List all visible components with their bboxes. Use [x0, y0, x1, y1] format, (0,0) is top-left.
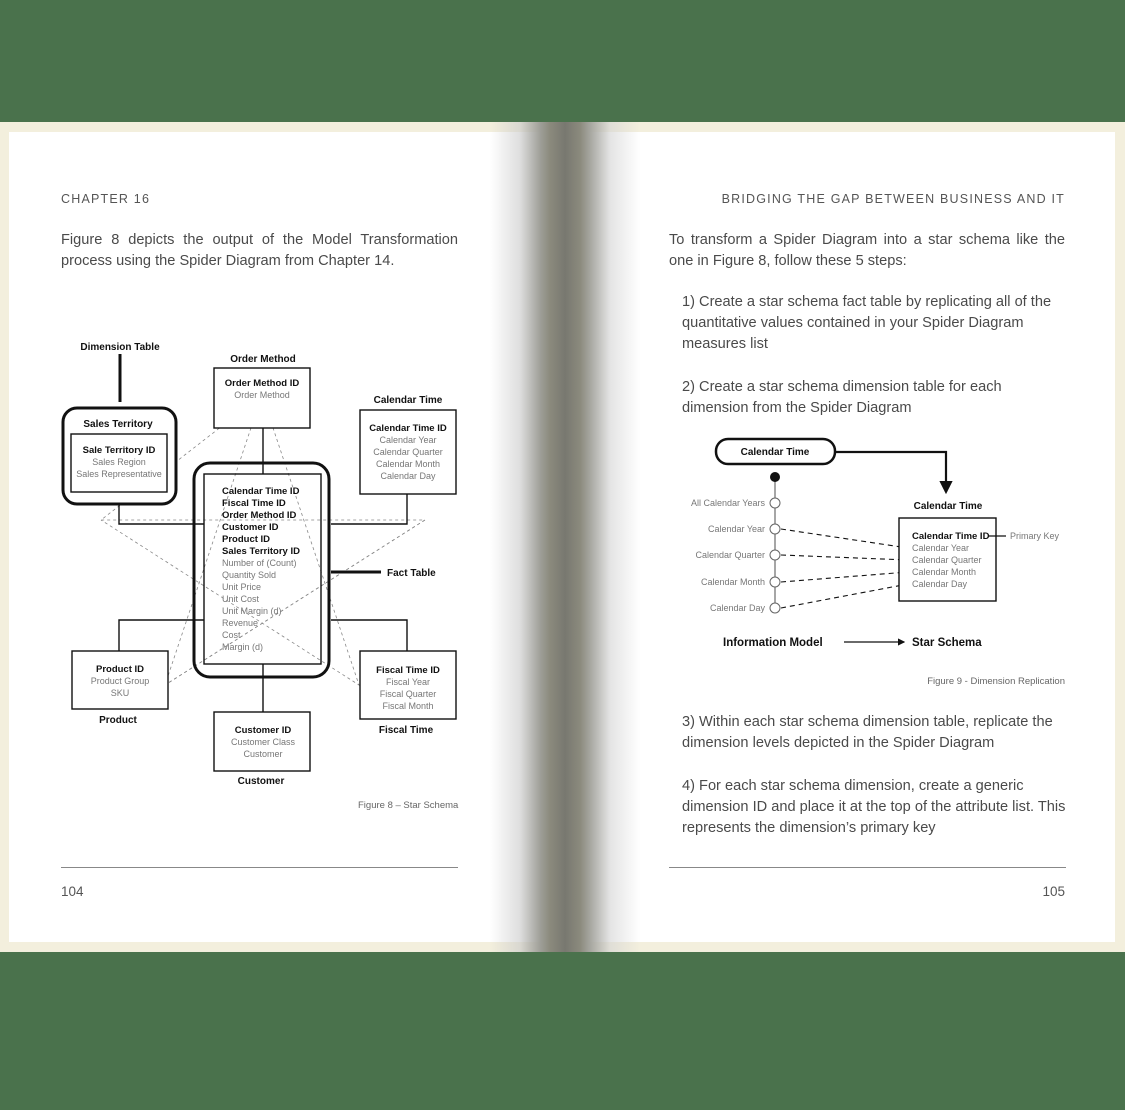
svg-text:Customer Class: Customer Class [230, 737, 296, 747]
svg-text:Calendar Month: Calendar Month [375, 459, 441, 469]
svg-text:Fiscal Month: Fiscal Month [382, 701, 434, 711]
svg-text:Calendar Quarter: Calendar Quarter [695, 550, 765, 560]
svg-text:Product: Product [99, 715, 137, 726]
figure-9-caption: Figure 9 - Dimension Replication [927, 676, 1065, 687]
svg-text:Primary Key: Primary Key [1010, 531, 1060, 541]
svg-text:Sales Representative: Sales Representative [76, 469, 162, 479]
svg-text:Customer ID: Customer ID [234, 725, 292, 736]
svg-text:Calendar Time ID: Calendar Time ID [369, 423, 447, 434]
svg-text:Unit Cost: Unit Cost [222, 594, 260, 604]
svg-text:All Calendar Years: All Calendar Years [690, 498, 765, 508]
svg-text:Sales Territory: Sales Territory [83, 419, 153, 430]
open-book [0, 122, 1125, 952]
svg-text:Calendar Quarter: Calendar Quarter [912, 555, 982, 565]
svg-text:Fiscal Time: Fiscal Time [378, 725, 434, 736]
svg-text:Cost: Cost [222, 630, 241, 640]
svg-text:Calendar Year: Calendar Year [379, 435, 437, 445]
svg-text:Order Method ID: Order Method ID [224, 378, 300, 389]
svg-text:Calendar Year: Calendar Year [707, 524, 765, 534]
step-2: 2) Create a star schema dimension table for each dimension from the Spider Diagram [682, 379, 1002, 416]
page-number: 105 [1042, 884, 1065, 899]
page-104 [9, 132, 549, 942]
intro-paragraph: To transform a Spider Diagram into a star schema like the one in Figure 8, follow these 5 steps: [669, 232, 1065, 269]
svg-text:Fiscal Quarter: Fiscal Quarter [379, 689, 437, 699]
svg-text:Order Method: Order Method [230, 354, 296, 365]
svg-text:Revenue: Revenue [222, 618, 259, 628]
svg-text:Sale Territory ID: Sale Territory ID [82, 445, 156, 456]
dimension-table-label: Dimension Table [80, 342, 160, 353]
svg-text:Calendar Time: Calendar Time [913, 501, 983, 512]
svg-text:Customer: Customer [237, 776, 285, 787]
svg-text:Order Method ID: Order Method ID [222, 510, 297, 521]
svg-text:Unit Price: Unit Price [222, 582, 262, 592]
footer-rule [669, 867, 1066, 868]
intro-paragraph: Figure 8 depicts the output of the Model Transformation process using the Spider Diagram from Chapter 14. [61, 232, 458, 269]
svg-text:Product Group: Product Group [90, 676, 150, 686]
step-1: 1) Create a star schema fact table by replicating all of the quantitative values contained in your Spider Diagram measures list [682, 294, 1052, 352]
svg-text:Customer: Customer [243, 749, 283, 759]
svg-text:Unit Margin (d): Unit Margin (d) [222, 606, 282, 616]
svg-text:Product ID: Product ID [95, 664, 145, 675]
book-title-heading: BRIDGING THE GAP BETWEEN BUSINESS AND IT [721, 192, 1065, 206]
page-number: 104 [61, 884, 84, 899]
svg-text:Calendar Time: Calendar Time [373, 395, 443, 406]
svg-text:Information Model: Information Model [723, 637, 823, 649]
svg-text:Order Method: Order Method [234, 390, 290, 400]
svg-text:Fiscal Year: Fiscal Year [385, 677, 431, 687]
footer-rule [61, 867, 458, 868]
svg-text:Calendar Time ID: Calendar Time ID [222, 486, 300, 497]
svg-text:Calendar Day: Calendar Day [380, 471, 436, 481]
svg-text:Calendar Year: Calendar Year [912, 543, 970, 553]
svg-text:Calendar Time: Calendar Time [740, 447, 810, 458]
page-105 [578, 132, 1115, 942]
svg-text:Number of (Count): Number of (Count) [222, 558, 297, 568]
chapter-heading: CHAPTER 16 [61, 192, 151, 206]
svg-text:Product ID: Product ID [222, 534, 271, 545]
svg-text:Quantity Sold: Quantity Sold [222, 570, 277, 580]
svg-text:Sales Territory ID: Sales Territory ID [222, 546, 300, 557]
svg-text:Customer ID: Customer ID [222, 522, 279, 533]
step-3: 3) Within each star schema dimension table, replicate the dimension levels depicted in the Spider Diagram [682, 714, 1053, 751]
figure-8-caption: Figure 8 – Star Schema [358, 800, 459, 811]
svg-text:Calendar Month: Calendar Month [700, 577, 765, 587]
star-schema-diagram [9, 132, 549, 832]
svg-text:Margin (d): Margin (d) [222, 642, 264, 652]
svg-text:Calendar Time ID: Calendar Time ID [912, 531, 990, 542]
svg-text:Calendar Month: Calendar Month [912, 567, 977, 577]
book-spine-gutter [490, 122, 640, 952]
step-4: 4) For each star schema dimension, create a generic dimension ID and place it at the top of the attribute list. This represents the dimension’s primary key [682, 778, 1066, 836]
svg-text:SKU: SKU [110, 688, 130, 698]
fact-table-label: Fact Table [387, 568, 436, 579]
svg-text:Star Schema: Star Schema [912, 637, 982, 649]
svg-text:Sales Region: Sales Region [92, 457, 146, 467]
svg-text:Fiscal Time ID: Fiscal Time ID [376, 665, 440, 676]
svg-text:Calendar Day: Calendar Day [912, 579, 968, 589]
svg-text:Calendar Day: Calendar Day [709, 603, 765, 613]
svg-text:Fiscal Time ID: Fiscal Time ID [222, 498, 286, 509]
svg-text:Calendar Quarter: Calendar Quarter [373, 447, 443, 457]
dimension-replication-diagram [578, 132, 1115, 692]
